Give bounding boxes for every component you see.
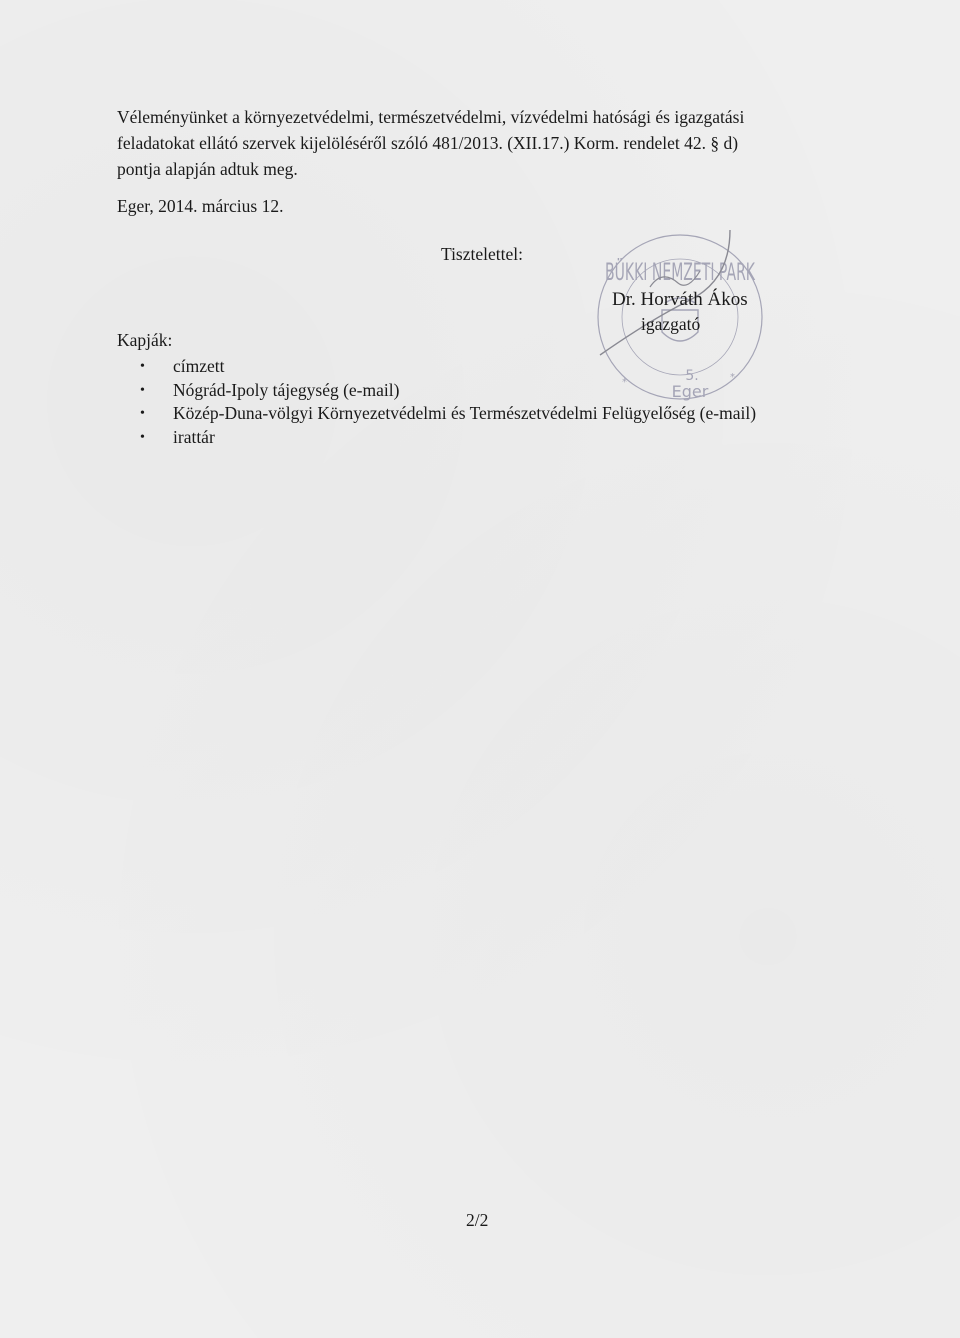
recipient-text: Közép-Duna-völgyi Környezetvédelmi és Természetvédelmi Felügyelőség (e-mail) (173, 403, 757, 423)
paragraph-line-2: feladatokat ellátó szervek kijelöléséről szóló 481/2013. (XII.17.) Korm. rendelet 42. § d) (117, 133, 739, 153)
page-number: 2/2 (466, 1210, 489, 1230)
bullet-icon: • (140, 406, 145, 421)
paragraph-line-1: Véleményünket a környezetvédelmi, természetvédelmi, vízvédelmi hatósági és igazgatási (117, 107, 745, 127)
bullet-icon: • (140, 359, 145, 374)
bullet-icon: • (140, 429, 145, 445)
signer-title: igazgató (641, 314, 701, 334)
recipient-text: címzett (173, 356, 225, 376)
star-icon-left: * (622, 377, 627, 388)
recipient-text: Nógrád-Ipoly tájegység (e-mail) (173, 379, 400, 400)
list-item (140, 426, 756, 450)
stamp-text-bottom: Eger (671, 382, 709, 401)
paragraph-line-3: pontja alapján adtuk meg. (117, 159, 298, 179)
stamp-text-top: BÜKKI NEMZETI PARK (605, 258, 862, 286)
recipients-label: Kapják: (117, 330, 173, 350)
star-icon-right: * (730, 372, 735, 383)
stamp-number: 5. (685, 368, 699, 384)
closing-text: Tisztelettel: (441, 244, 523, 264)
opinion-paragraph (117, 104, 845, 182)
bullet-icon: • (140, 382, 145, 398)
recipient-text: irattár (173, 426, 215, 447)
signer-name: Dr. Horváth Ákos (612, 289, 748, 310)
place-date: Eger, 2014. március 12. (117, 196, 284, 216)
